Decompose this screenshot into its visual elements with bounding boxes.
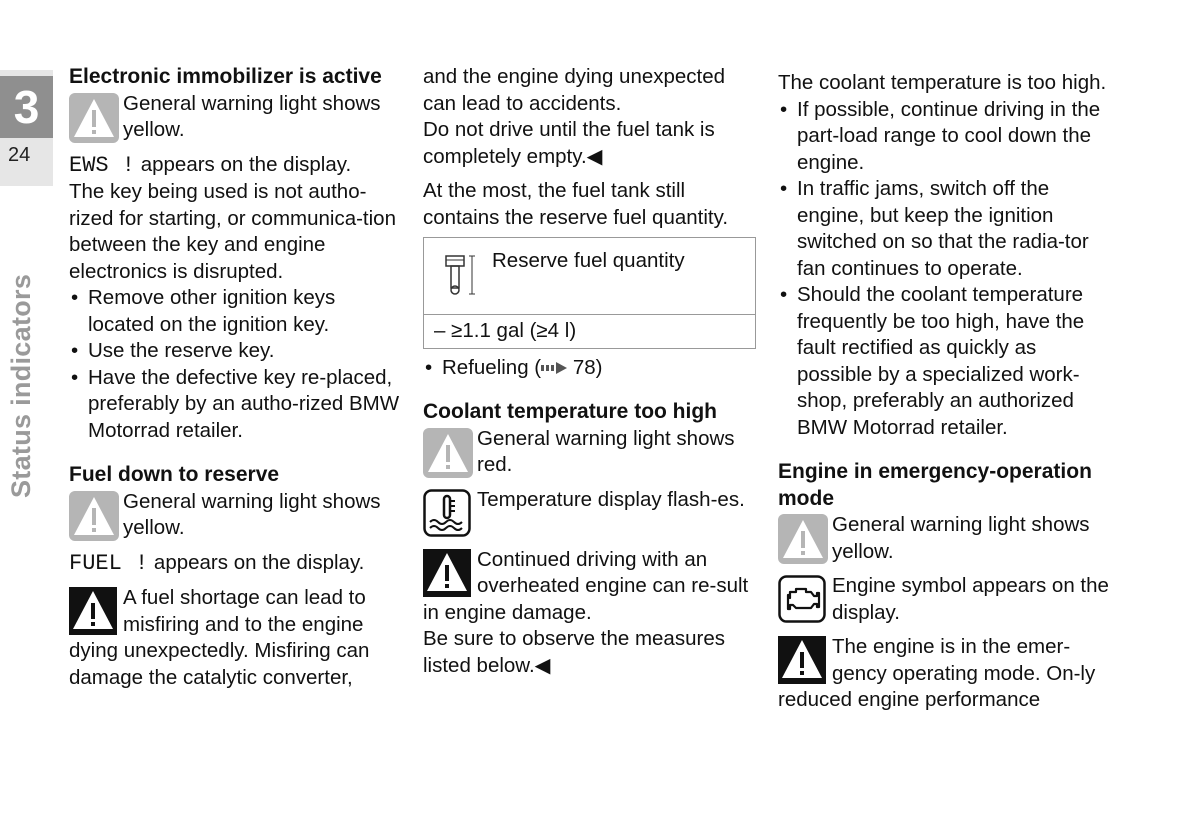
- coolant-warning: General warning light shows red.: [423, 426, 758, 479]
- emergency-warning: General warning light shows yellow.: [778, 512, 1113, 565]
- list-item: • Refueling ( 78): [423, 355, 758, 382]
- general-warning-light-icon: [69, 93, 119, 143]
- general-warning-light-icon: [69, 491, 119, 541]
- observe-note: Be sure to observe the measures listed below.◀: [423, 627, 725, 677]
- immobilizer-heading: Electronic immobilizer is active: [69, 65, 382, 88]
- column-1: [69, 64, 404, 691]
- immobilizer-body: The key being used is not autho-rized for starting, or communica-tion between the key and engine electronics is disrupted.: [69, 180, 396, 283]
- fuel-continued: and the engine dying unexpected can lead to accidents.: [423, 65, 726, 115]
- table-label: Reserve fuel quantity: [492, 249, 685, 272]
- caution-icon: [778, 636, 828, 686]
- fuel-code: FUEL !: [69, 550, 149, 576]
- engine-symbol-line: Engine symbol appears on the display.: [778, 573, 1113, 626]
- list-item: • Remove other ignition keys located on the ignition key.: [69, 285, 404, 338]
- page-number: 24: [8, 144, 31, 166]
- ews-code: EWS !: [69, 152, 136, 178]
- coolant-temperature-icon: [423, 489, 473, 539]
- list-item: • In traffic jams, switch off the engine, but keep the ignition switched on so that the radia-tor fan continues to operate.: [778, 176, 1113, 282]
- chapter-tab: [0, 70, 53, 186]
- page-reference-arrow-icon: [541, 355, 567, 382]
- coolant-intro: The coolant temperature is too high.: [778, 71, 1107, 94]
- fuel-warning: General warning light shows yellow.: [69, 489, 404, 542]
- ews-display-line: EWS ! appears on the display.: [69, 152, 352, 178]
- emergency-caution: The engine is in the emer-gency operating mode. On-ly reduced engine performance: [778, 635, 1096, 711]
- do-not-drive-note: Do not drive until the fuel tank is completely empty.◀: [423, 118, 715, 168]
- list-item: • Have the defective key re-placed, preferably by an autho-rized BMW Motorrad retailer.: [69, 365, 404, 445]
- table-value: – ≥1.1 gal (≥4 l): [434, 319, 577, 342]
- fuel-heading: Fuel down to reserve: [69, 463, 280, 486]
- coolant-bullets: [778, 97, 1113, 442]
- reserve-note: At the most, the fuel tank still contains the reserve fuel quantity.: [423, 179, 729, 229]
- immobilizer-bullets: [69, 285, 404, 444]
- fuel-display-line: FUEL ! appears on the display.: [69, 550, 365, 576]
- temperature-display: Temperature display flash-es.: [423, 487, 758, 539]
- coolant-heading: Coolant temperature too high: [423, 400, 717, 424]
- coolant-caution: Continued driving with an overheated engine can re-sult in engine damage.: [423, 547, 749, 624]
- chapter-title: Status indicators: [6, 273, 36, 498]
- caution-icon: [423, 549, 473, 599]
- column-3: [778, 70, 1113, 714]
- emergency-heading: Engine in emergency-operation mode: [778, 460, 1092, 510]
- fuel-pump-icon: [444, 252, 478, 298]
- refuel-list: [423, 355, 758, 382]
- list-item: • Should the coolant temperature frequently be too high, have the fault rectified as quickly as possible by a specialized work-shop, preferably an authorized BMW Motorrad retailer.: [778, 282, 1113, 441]
- general-warning-light-icon: [423, 428, 473, 478]
- reserve-fuel-table: [423, 237, 756, 349]
- immobilizer-warning: General warning light shows yellow.: [69, 91, 404, 144]
- list-item: • Use the reserve key.: [69, 338, 404, 365]
- caution-icon: [69, 587, 119, 637]
- list-item: • If possible, continue driving in the part-load range to cool down the engine.: [778, 97, 1113, 177]
- column-2: [423, 64, 758, 679]
- engine-symbol-icon: [778, 575, 828, 625]
- chapter-number: 3: [0, 76, 53, 138]
- fuel-caution: A fuel shortage can lead to misfiring and to the engine dying unexpectedly. Misfiring can damage the catalytic converter,: [69, 586, 370, 689]
- general-warning-light-icon: [778, 514, 828, 564]
